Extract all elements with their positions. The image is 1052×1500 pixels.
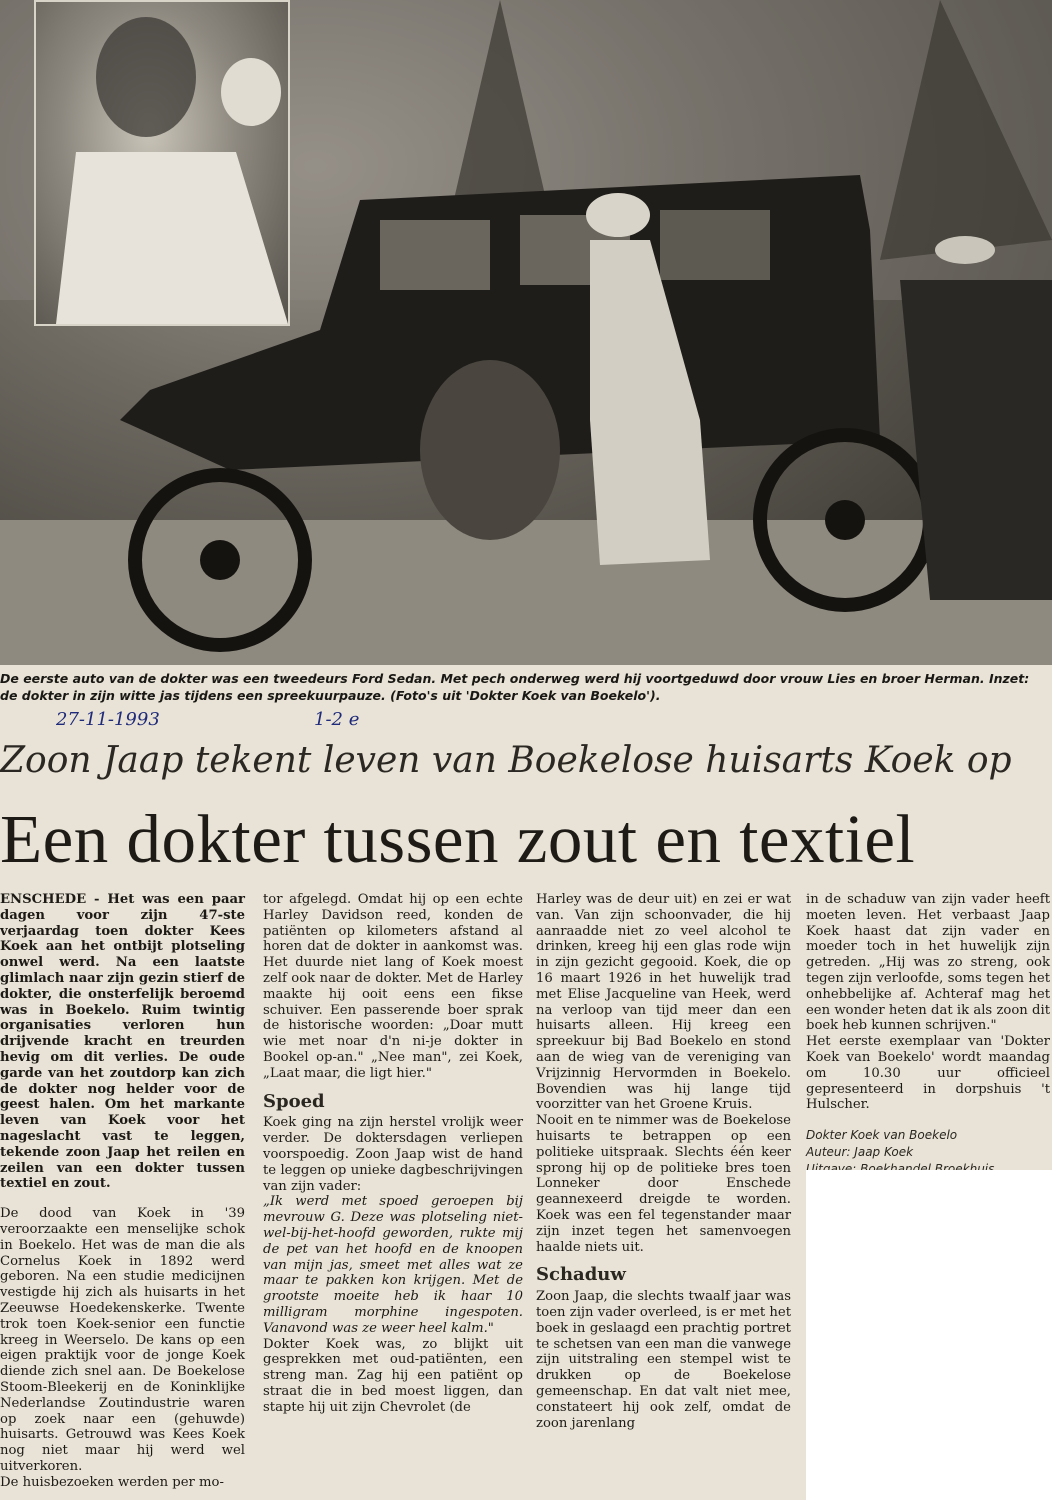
article-column-2 (263, 892, 523, 1416)
handwritten-page: 1-2 e (314, 709, 360, 730)
article-headline: Een dokter tussen zout en textiel (0, 801, 916, 877)
body-paragraph: Koek ging na zijn herstel vrolijk weer verder. De doktersdagen verliepen voorspoedig. Zoon Jaap wist de hand te leggen op unieke dagbeschrijvingen van zijn vader: (263, 1115, 523, 1194)
lead-paragraph: ENSCHEDE - Het was een paar dagen voor zijn 47-ste verjaardag toen dokter Kees Koek aan het ontbijt plotseling onwel werd. Na een laatste glimlach naar zijn gezin stierf de dokter, die onsterfelijk beroemd was in Boekelo. Ruim twintig organisaties verloren hun drijvende kracht en treurden hevig om dit verlies. De oude garde van het zoutdorp kan zich de dokter nog helder voor de geest halen. Om het markante leven van Koek voor het nageslacht vast te leggen, tekende zoon Jaap het reilen en zeilen van een dokter tussen textiel en zout. (0, 892, 245, 1192)
article-column-3 (536, 892, 791, 1431)
blank-area (806, 1170, 1052, 1500)
book-title: Dokter Koek van Boekelo (806, 1128, 958, 1143)
body-paragraph: Nooit en te nimmer was de Boekelose huisarts te betrappen op een politieke uitspraak. Slechts één keer sprong hij op de politieke bres toen Lonneker door Enschede geannexeerd dreigde te worden. Koek was een fel tegenstander maar zijn inzet tegen het samenvoegen haalde niets uit. (536, 1113, 791, 1255)
article-column-4 (806, 892, 1050, 1178)
body-paragraph: in de schaduw van zijn vader heeft moeten leven. Het verbaast Jaap Koek haast dat zijn vader en moeder toch in het huwelijk zijn getreden. „Hij was zo streng, ook tegen zijn verloofde, soms tegen het onhebbelijke af. Achteraf mag het een wonder heten dat ik als zoon dit boek heb kunnen schrijven." (806, 892, 1050, 1034)
article-photo (0, 0, 1052, 665)
portrait-photo-icon (36, 2, 288, 324)
book-author: Auteur: Jaap Koek (806, 1145, 914, 1160)
subheading: Schaduw (536, 1264, 626, 1286)
article-column-1 (0, 892, 245, 1490)
subheading: Spoed (263, 1090, 325, 1112)
inset-photo (34, 0, 290, 326)
body-paragraph: Het eerste exemplaar van 'Dokter Koek van Boekelo' wordt maandag om 10.30 uur officieel gepresenteerd in dorpshuis 't Hulscher. (806, 1034, 1050, 1113)
diary-quote: „Ik werd met spoed geroepen bij mevrouw G. Deze was plotseling niet-wel-bij-het-hoofd geworden, rukte mij de pet van het hoofd en de knoopen van mijn jas, smeet met alles wat ze maar te pakken kon krijgen. Met de grootste moeite heb ik haar 10 milligram morphine ingespoten. Vanavond was ze weer heel kalm." (263, 1194, 523, 1336)
photo-caption: De eerste auto van de dokter was een tweedeurs Ford Sedan. Met pech onderweg werd hij voortgeduwd door vrouw Lies en broer Herman. Inzet: de dokter in zijn witte jas tijdens een spreekuurpauze. (Foto's uit 'Dokter Koek van Boekelo'). (0, 671, 1030, 703)
body-paragraph: Dokter Koek was, zo blijkt uit gesprekken met oud-patiënten, een streng man. Zag hij een patiënt op straat die in bed moest liggen, dan stapte hij uit zijn Chevrolet (de (263, 1336, 523, 1415)
body-paragraph: De huisbezoeken werden per mo- (0, 1474, 224, 1490)
body-paragraph: Harley was de deur uit) en zei er wat van. Van zijn schoonvader, die hij aanraadde niet zo veel alcohol te drinken, kreeg hij een glas rode wijn in zijn gezicht gegooid. Koek, die op 16 maart 1926 in het huwelijk trad met Elise Jacqueline van Heek, werd na verloop van tijd meer dan een huisarts alleen. Hij kreeg een spreekuur bij Bad Boekelo en stond aan de wieg van de vereniging van Vrijzinnig Hervormden in Boekelo. Bovendien was hij lange tijd voorzitter van het Groene Kruis. (536, 892, 791, 1113)
body-paragraph: tor afgelegd. Omdat hij op een echte Harley Davidson reed, konden de patiënten op kilometers afstand al horen dat de dokter in aankomst was. Het duurde niet lang of Koek moest zelf ook naar de dokter. Met de Harley maakte hij ooit eens een fikse schuiver. Een passerende boer sprak de historische woorden: „Doar mutt wie met noar d'n ni-je dokter in Bookel op-an." „Nee man", zei Koek, „Laat maar, die ligt hier." (263, 892, 523, 1081)
article-kicker: Zoon Jaap tekent leven van Boekelose huisarts Koek op (0, 740, 1012, 781)
handwritten-date: 27-11-1993 (56, 709, 160, 730)
body-paragraph: De dood van Koek in '39 veroorzaakte een menselijke schok in Boekelo. Het was de man die als Cornelus Koek in 1892 werd geboren. Na een studie medicijnen vestigde hij zich als huisarts in het Zeeuwse Hoedekenskerke. Twente trok toen Koek-senior een functie kreeg in Weerselo. De kans op een eigen praktijk voor de jonge Koek diende zich snel aan. De Boekelose Stoom-Bleekerij en de Koninklijke Nederlandse Zoutindustrie waren op zoek naar een (gehuwde) huisarts. Getrouwd was Kees Koek nog niet maar hij werd wel uitverkoren. (0, 1206, 245, 1474)
body-paragraph: Zoon Jaap, die slechts twaalf jaar was toen zijn vader overleed, is er met het boek in geslaagd een prachtig portret te schetsen van een man die vanwege zijn uitstraling een stempel wist te drukken op de Boekelose gemeenschap. En dat valt niet mee, constateert hij ook zelf, omdat de zoon jarenlang (536, 1289, 791, 1431)
